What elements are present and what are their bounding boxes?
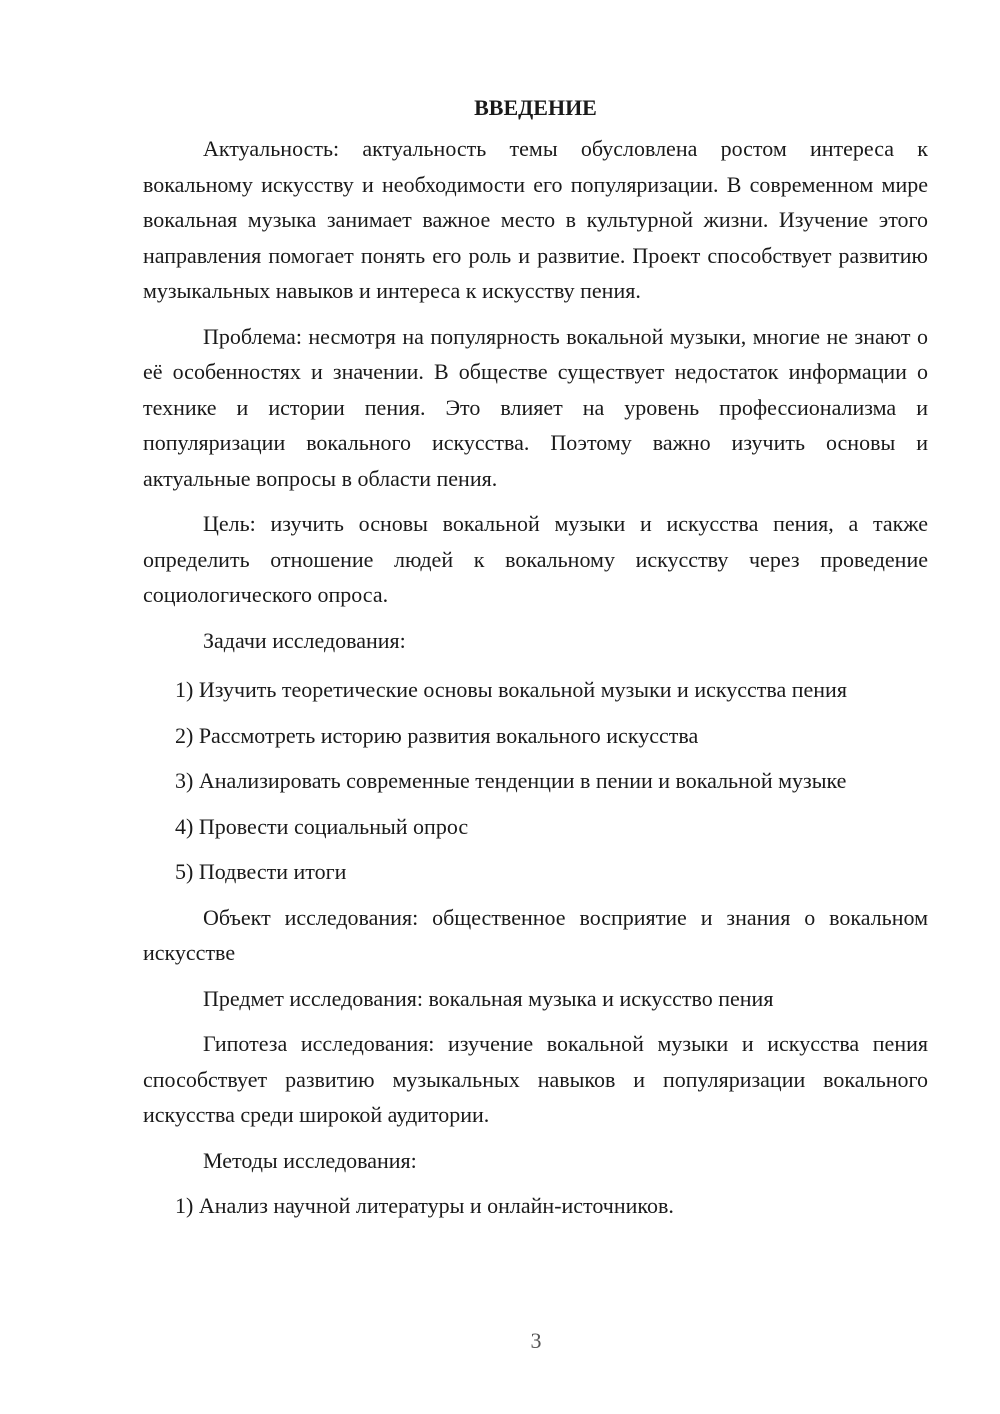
method-item-1: 1) Анализ научной литературы и онлайн-источников. [175, 1193, 674, 1218]
task-item-3: 3) Анализировать современные тенденции в пении и вокальной музыке [175, 768, 847, 793]
task-item-5: 5) Подвести итоги [175, 859, 347, 884]
problem-paragraph: Проблема: несмотря на популярность вокальной музыки, многие не знают о её особенностях и значении. В обществе существует недостаток информации о технике и истории пения. Это влияет на уровень профессионализма и популяризации вокального искусства. Поэтому важно изучить основы и актуальные вопросы в области пения. [143, 323, 928, 491]
methods-heading: Методы исследования: [203, 1147, 417, 1173]
tasks-heading: Задачи исследования: [203, 627, 406, 653]
subject-paragraph: Предмет исследования: вокальная музыка и искусство пения [203, 985, 774, 1011]
task-item-2: 2) Рассмотреть историю развития вокального искусства [175, 722, 699, 748]
object-paragraph: Объект исследования: общественное восприятие и знания о вокальном искусстве [143, 904, 928, 965]
hypothesis-paragraph: Гипотеза исследования: изучение вокальной музыки и искусства пения способствует развитию музыкальных навыков и популяризации вокального искусства среди широкой аудитории. [143, 1031, 928, 1127]
relevance-paragraph: Актуальность: актуальность темы обусловлена ростом интереса к вокальному искусству и необходимости его популяризации. В современном мире вокальная музыка занимает важное место в культурной жизни. Изучение этого направления помогает понять его роль и развитие. Проект способствует развитию музыкальных навыков и интереса к искусству пения. [143, 136, 928, 303]
task-item-4: 4) Провести социальный опрос [175, 813, 469, 839]
page-title: ВВЕДЕНИЕ [474, 95, 597, 120]
goal-paragraph: Цель: изучить основы вокальной музыки и искусства пения, а также определить отношение людей к вокальному искусству через проведение социологического опроса. [143, 511, 928, 607]
task-item-1: 1) Изучить теоретические основы вокальной музыки и искусства пения [175, 677, 847, 702]
page-content [143, 90, 928, 1234]
page-number: 3 [530, 1328, 542, 1353]
